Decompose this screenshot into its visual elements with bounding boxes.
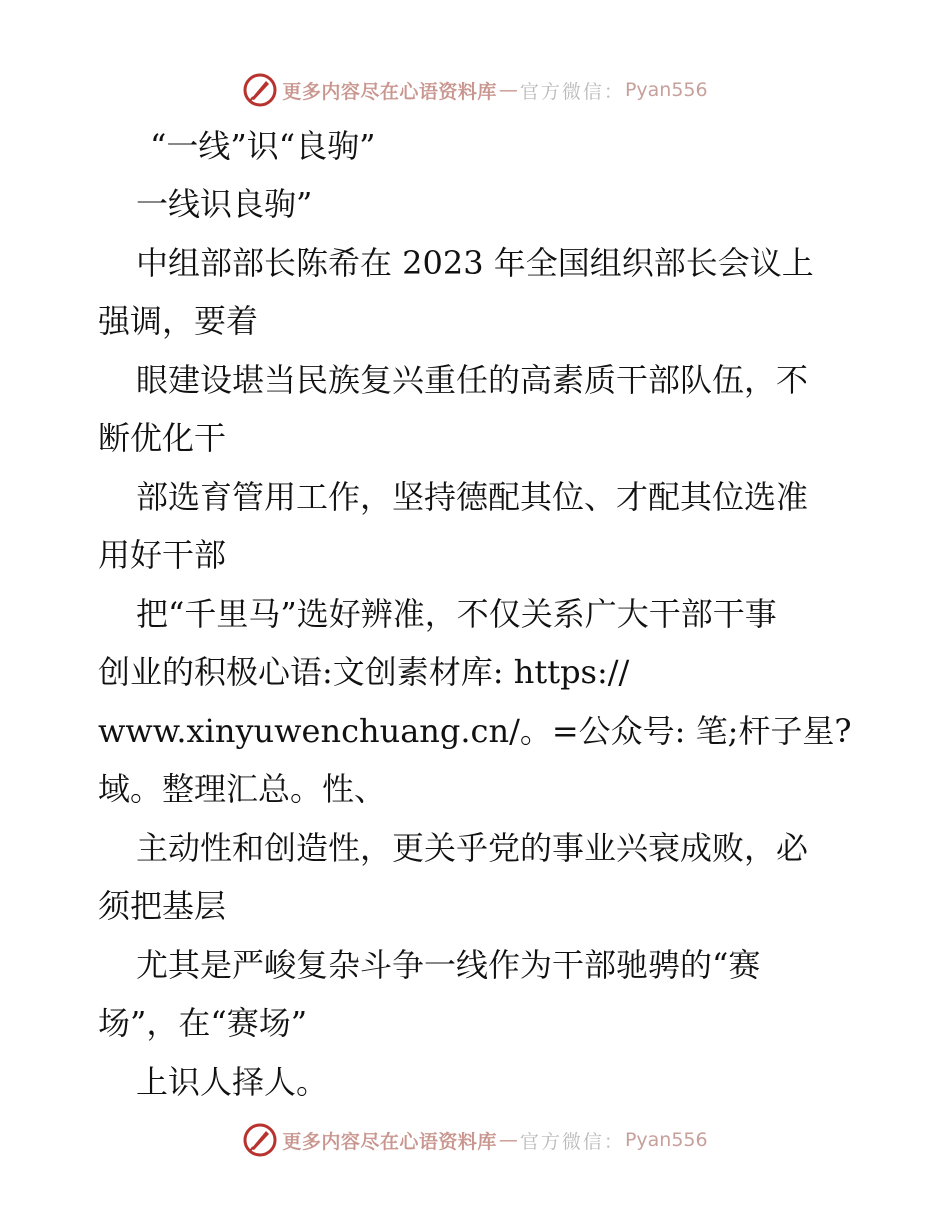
text-line: 尤其是严峻复杂斗争一线作为干部驰骋的“赛 [136,946,761,984]
text-line: 上识人择人。 [136,1063,329,1101]
text-line: 主动性和创造性，更关乎党的事业兴衰成败，必 [136,829,809,867]
watermark-wechat-id: Pyan556 [624,1129,708,1151]
text-line: 眼建设堪当民族复兴重任的高素质干部队伍，不 [136,361,809,399]
text-line: 断优化干 [98,419,227,457]
text-line: 部选育管用工作，坚持德配其位、才配其位选准 [136,478,809,516]
watermark-wechat-label: 官方微信： [519,80,625,103]
text-line: 域。整理汇总。性、 [98,770,387,808]
text-line: 用好干部 [98,536,227,574]
quill-logo-icon [242,1122,278,1158]
text-line: 须把基层 [98,887,227,925]
watermark-text: 更多内容尽在心语资料库 [282,80,497,103]
watermark-text: 更多内容尽在心语资料库 [282,1130,497,1153]
text-line: 强调，要着 [98,302,259,340]
text-line: 创业的积极心语:文创素材库: https:// [98,653,630,691]
watermark-wechat-id: Pyan556 [624,79,708,101]
footer-watermark [0,1120,950,1160]
watermark-wechat-label: 官方微信： [519,1130,625,1153]
document-title: “一线”识“良驹” [150,127,376,165]
text-line: 中组部部长陈希在 2023 年全国组织部长会议上 [136,244,814,282]
watermark-dash: — [498,1129,518,1151]
watermark-dash: — [498,79,518,101]
text-line: 一线识良驹” [136,185,313,223]
text-line: www.xinyuwenchuang.cn/。=公众号: 笔;杆子星? [98,712,852,750]
text-line: 把“千里马”选好辨准，不仅关系广大干部干事 [136,595,777,633]
text-line: 场”，在“赛场” [98,1004,308,1042]
